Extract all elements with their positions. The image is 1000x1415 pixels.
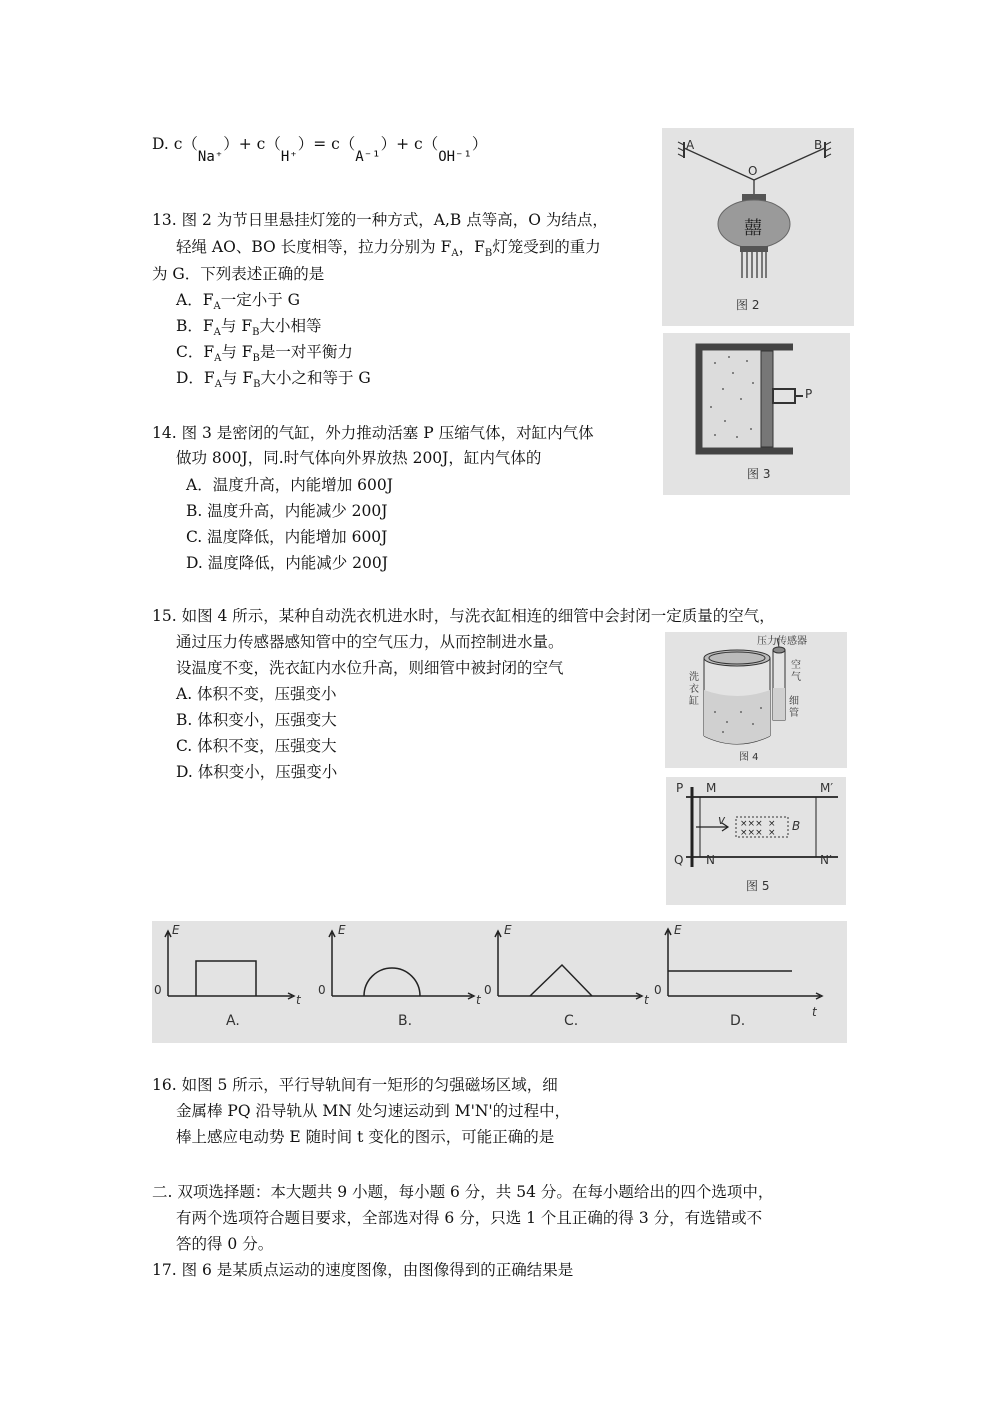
q12-option-d — [152, 134, 488, 165]
q16-stem-line3: 棒上感应电动势 E 随时间 t 变化的图示，可能正确的是 — [176, 1128, 555, 1146]
fig5-caption: 图 5 — [746, 879, 770, 893]
fig5-label-n-prime: N′ — [820, 853, 832, 867]
q15-stem-line1: 15. 如图 4 所示，某种自动洗衣机进水时，与洗衣缸相连的细管中会封闭一定质量的空气， — [152, 607, 775, 625]
q12d-ion-oh: OH⁻¹ — [438, 149, 472, 165]
et-graph-options — [152, 921, 847, 1043]
q15-option-d: D. 体积变小，压强变小 — [176, 763, 338, 781]
fig5-label-m-prime: M′ — [820, 781, 834, 795]
q14-stem-line2: 做功 800J，同.时气体向外界放热 200J，缸内气体的 — [176, 449, 542, 467]
svg-text:×: × — [768, 828, 776, 838]
q12d-mid1: ）+ c（ — [223, 135, 281, 153]
fig2-caption: 图 2 — [736, 298, 760, 312]
fig2-label-a: A — [686, 138, 695, 152]
fig5-label-b: B — [792, 819, 801, 833]
q14-option-a: A．温度升高，内能增加 600J — [186, 476, 393, 494]
graph-a-t-label: t — [296, 993, 301, 1007]
fig5-label-n: N — [706, 853, 715, 867]
q14-option-d: D. 温度降低，内能减少 200J — [186, 554, 388, 572]
fig3-caption: 图 3 — [747, 467, 771, 481]
q15-option-a: A. 体积不变，压强变小 — [176, 685, 337, 703]
q13-option-a: A．$F_A$一定小于 G — [176, 291, 300, 313]
q13-line2-b: ，F — [458, 238, 485, 256]
fig4-air-label-2: 气 — [791, 672, 801, 683]
fig2-label-b: B — [814, 138, 823, 152]
q17-stem-line1: 17. 图 6 是某质点运动的速度图像，由图像得到的正确结果是 — [152, 1261, 574, 1279]
section2-line1: 二. 双项选择题：本大题共 9 小题，每小题 6 分，共 54 分。在每小题给出的四个选项中， — [152, 1183, 774, 1201]
section2-line3: 答的得 0 分。 — [176, 1235, 274, 1253]
figure-3 — [663, 333, 850, 495]
figure-5 — [666, 777, 846, 905]
q12d-suffix: ） — [471, 135, 488, 153]
graph-d-option-label: D. — [730, 1013, 746, 1029]
q14-option-b: B. 温度升高，内能减少 200J — [186, 502, 388, 520]
q12d-ion-a: A⁻¹ — [355, 149, 381, 165]
q12d-prefix: D. c（ — [152, 135, 198, 153]
svg-text:×××: ××× — [740, 819, 763, 829]
q14-option-c: C. 温度降低，内能增加 600J — [186, 528, 388, 546]
graph-b-option-label: B. — [398, 1013, 413, 1029]
q14-stem-line1: 14. 图 3 是密闭的气缸，外力推动活塞 P 压缩气体，对缸内气体 — [152, 424, 594, 442]
q12d-mid2: ）= c（ — [297, 135, 356, 153]
q12d-ion-h: H⁺ — [280, 149, 298, 165]
fig5-label-q: Q — [674, 853, 684, 867]
graph-d-t-label: t — [812, 1005, 817, 1019]
graph-b-e-label: E — [338, 923, 346, 937]
section2-line2: 有两个选项符合题目要求，全部选对得 6 分，只选 1 个且正确的得 3 分，有选错或不 — [176, 1209, 763, 1227]
figure-4 — [665, 632, 847, 768]
q15-option-b: B. 体积变小，压强变大 — [176, 711, 337, 729]
graph-c-origin: 0 — [484, 983, 492, 997]
figure-2 — [662, 128, 854, 326]
fig4-tub-label-3: 缸 — [689, 696, 699, 707]
fig3-label-p: P — [805, 387, 813, 401]
q15-option-c: C. 体积不变，压强变大 — [176, 737, 337, 755]
q12d-ion-na: Na⁺ — [197, 149, 224, 165]
graph-a-e-label: E — [172, 923, 180, 937]
fig4-air-label-1: 空 — [791, 660, 801, 671]
fig4-tub-label-2: 衣 — [689, 684, 699, 695]
graph-c-e-label: E — [504, 923, 512, 937]
q13-line2-sub1: A — [451, 248, 459, 260]
q16-stem-line2: 金属棒 PQ 沿导轨从 MN 处匀速运动到 M'N'的过程中， — [176, 1102, 571, 1120]
q12d-mid3: ）+ c（ — [380, 135, 439, 153]
graph-c-option-label: C. — [564, 1013, 579, 1029]
graph-d-e-label: E — [674, 923, 682, 937]
fig4-sensor-label: 压力传感器 — [757, 636, 807, 647]
fig5-label-v: v — [718, 813, 726, 827]
q15-stem-line2: 通过压力传感器感知管中的空气压力，从而控制进水量。 — [176, 633, 564, 651]
graph-a-origin: 0 — [154, 983, 162, 997]
fig4-tube-label-2: 管 — [789, 708, 799, 719]
q13-option-d: D．$F_A$与 $F_B$大小之和等于 G — [176, 369, 371, 391]
fig5-label-m: M — [706, 781, 717, 795]
fig2-label-o: O — [748, 164, 758, 178]
fig4-tube-label-1: 细 — [789, 696, 799, 707]
q13-stem-line2 — [176, 237, 601, 264]
q13-line2-a: 轻绳 AO、BO 长度相等，拉力分别为 F — [176, 238, 452, 256]
svg-text:×: × — [768, 819, 776, 829]
q13-option-c: C．$F_A$与 $F_B$是一对平衡力 — [176, 343, 353, 365]
graph-c-t-label: t — [644, 993, 649, 1007]
fig4-caption: 图 4 — [739, 752, 759, 763]
fig5-label-p: P — [676, 781, 684, 795]
q13-line2-sub2: B — [484, 248, 493, 260]
svg-text:×××: ××× — [740, 828, 763, 838]
q13-line2-c: 灯笼受到的重力 — [492, 238, 601, 256]
fig4-tub-label-1: 洗 — [689, 672, 699, 683]
q16-stem-line1: 16. 如图 5 所示，平行导轨间有一矩形的匀强磁场区域，细 — [152, 1076, 558, 1094]
q15-stem-line3: 设温度不变，洗衣缸内水位升高，则细管中被封闭的空气 — [176, 659, 564, 677]
fig2-lantern-char: 囍 — [744, 218, 762, 239]
q13-option-b: B．$F_A$与 $F_B$大小相等 — [176, 317, 322, 339]
q13-stem-line1: 13. 图 2 为节日里悬挂灯笼的一种方式，A,B 点等高，O 为结点， — [152, 211, 608, 229]
graph-a-option-label: A. — [226, 1013, 240, 1029]
graph-b-origin: 0 — [318, 983, 326, 997]
q13-stem-line3: 为 G．下列表述正确的是 — [152, 265, 325, 283]
graph-d-origin: 0 — [654, 983, 662, 997]
graph-b-t-label: t — [476, 993, 481, 1007]
